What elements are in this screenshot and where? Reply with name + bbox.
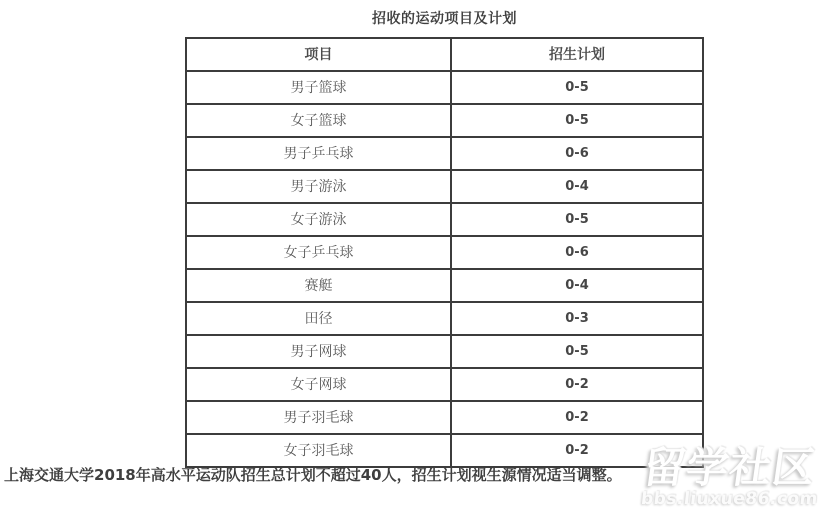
table-row [186, 203, 703, 236]
article-content [185, 0, 704, 468]
table-body [186, 71, 703, 467]
column-header-program: 项目 [186, 38, 451, 71]
table-row [186, 137, 703, 170]
program-cell: 女子游泳 [186, 203, 451, 236]
plan-cell: 0-3 [451, 302, 703, 335]
program-cell: 田径 [186, 302, 451, 335]
column-header-plan: 招生计划 [451, 38, 703, 71]
plan-cell: 0-4 [451, 269, 703, 302]
plan-cell: 0-4 [451, 170, 703, 203]
program-cell: 男子游泳 [186, 170, 451, 203]
table-row [186, 269, 703, 302]
table-row [186, 335, 703, 368]
plan-cell: 0-5 [451, 71, 703, 104]
plan-cell: 0-6 [451, 137, 703, 170]
recruitment-plan-table [185, 37, 704, 468]
table-row [186, 302, 703, 335]
program-cell: 男子篮球 [186, 71, 451, 104]
plan-cell: 0-2 [451, 401, 703, 434]
table-row [186, 434, 703, 467]
plan-cell: 0-5 [451, 104, 703, 137]
program-cell: 男子网球 [186, 335, 451, 368]
table-row [186, 104, 703, 137]
program-cell: 女子网球 [186, 368, 451, 401]
program-cell: 赛艇 [186, 269, 451, 302]
footnote-text: 上海交通大学2018年高水平运动队招生总计划不超过40人，招生计划视生源情况适当调整。 [4, 466, 622, 484]
table-row [186, 401, 703, 434]
table-header-row [186, 38, 703, 71]
plan-cell: 0-6 [451, 236, 703, 269]
watermark-site-name: 留学社区 [640, 442, 820, 492]
watermark-site-url: bbs.liuxue86.com [640, 489, 820, 509]
plan-cell: 0-5 [451, 203, 703, 236]
page-title: 招收的运动项目及计划 [372, 11, 517, 27]
program-cell: 男子羽毛球 [186, 401, 451, 434]
table-row [186, 71, 703, 104]
program-cell: 女子乒乓球 [186, 236, 451, 269]
table-row [186, 236, 703, 269]
plan-cell: 0-2 [451, 434, 703, 467]
table-row [186, 368, 703, 401]
program-cell: 女子篮球 [186, 104, 451, 137]
plan-cell: 0-5 [451, 335, 703, 368]
program-cell: 女子羽毛球 [186, 434, 451, 467]
table-row [186, 170, 703, 203]
plan-cell: 0-2 [451, 368, 703, 401]
program-cell: 男子乒乓球 [186, 137, 451, 170]
